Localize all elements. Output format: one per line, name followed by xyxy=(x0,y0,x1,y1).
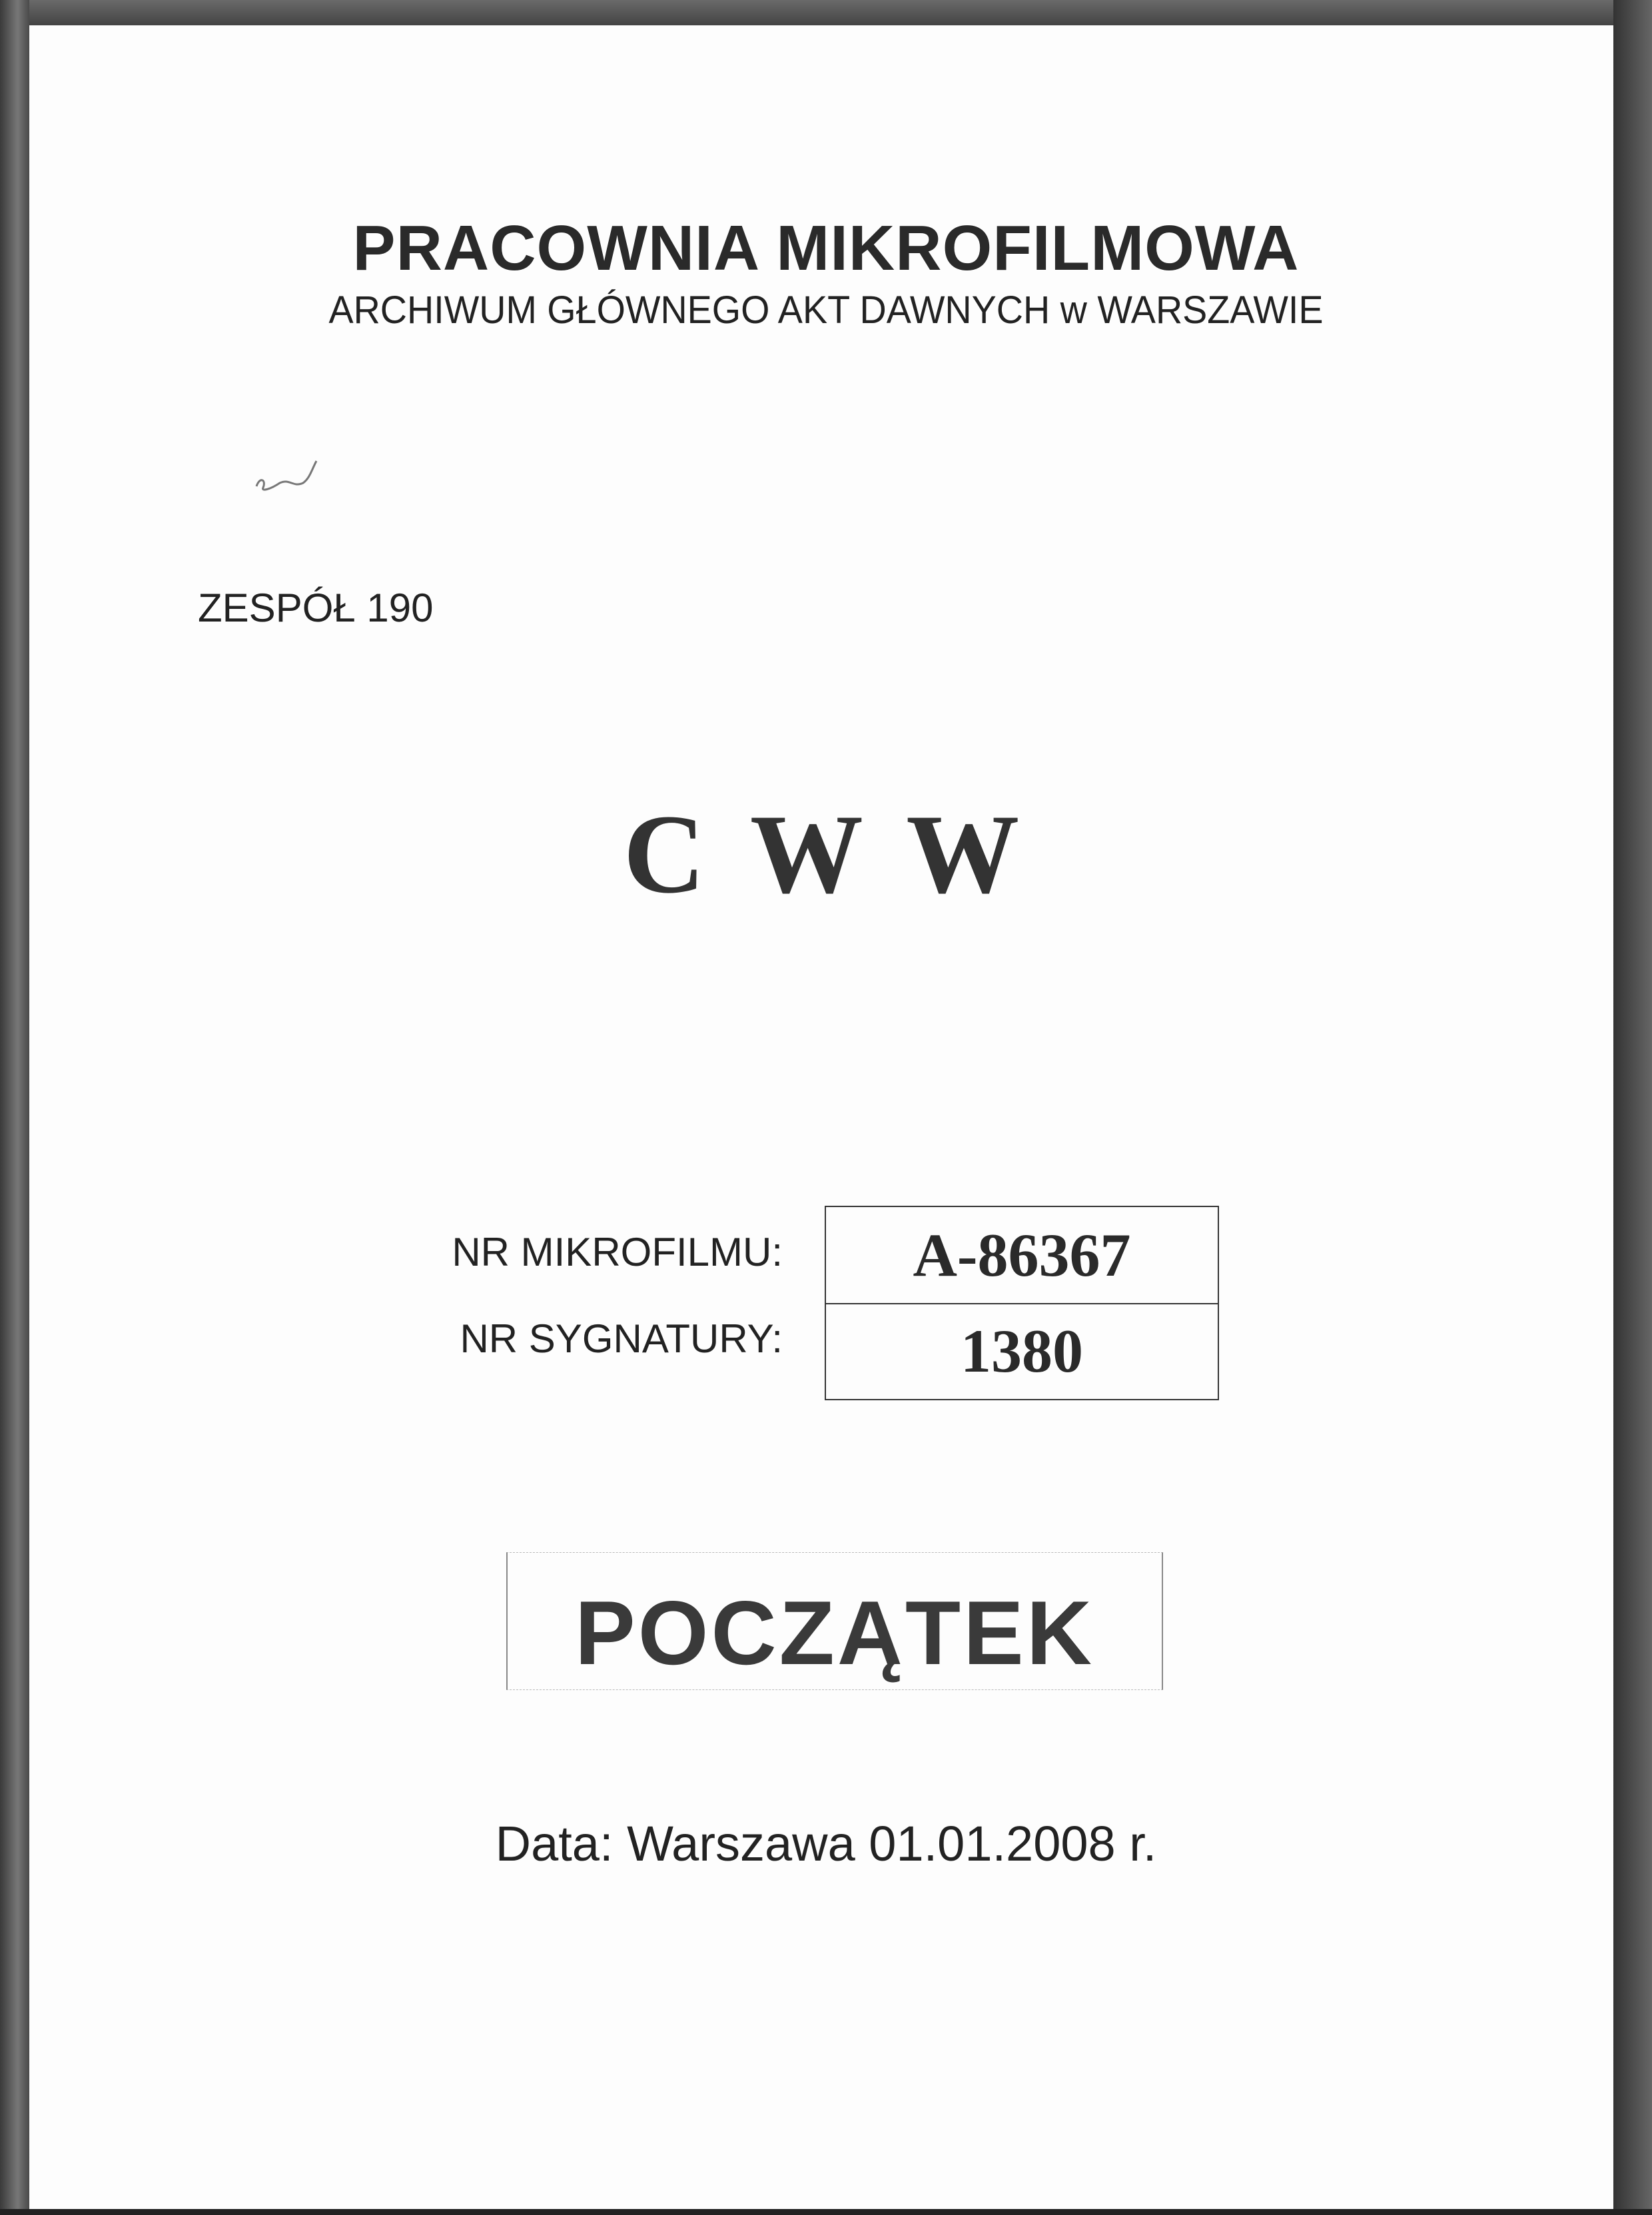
fonds-number: ZESPÓŁ 190 xyxy=(198,586,434,630)
scan-border-top xyxy=(0,0,1652,25)
scan-border-left xyxy=(0,0,29,2215)
start-stamp xyxy=(506,1552,1163,1690)
date-line: Data: Warszawa 01.01.2008 r. xyxy=(495,1816,1157,1871)
document-page xyxy=(29,25,1613,2209)
microfilm-number-label: NR MIKROFILMU: xyxy=(452,1230,783,1274)
document-title: PRACOWNIA MIKROFILMOWA xyxy=(352,213,1300,284)
scan-border-right xyxy=(1613,0,1652,2215)
scan-border-bottom xyxy=(0,2209,1652,2215)
number-box xyxy=(825,1206,1219,1400)
signature-number-label: NR SYGNATURY: xyxy=(460,1316,783,1361)
signature-number-value: 1380 xyxy=(961,1317,1083,1385)
document-subtitle: ARCHIWUM GŁÓWNEGO AKT DAWNYCH w WARSZAWIE xyxy=(328,288,1324,332)
start-stamp-text: POCZĄTEK xyxy=(575,1582,1094,1683)
handwritten-mark-icon xyxy=(253,453,326,500)
collection-code: C W W xyxy=(623,791,1029,917)
microfilm-number-value: A-86367 xyxy=(826,1207,1218,1304)
